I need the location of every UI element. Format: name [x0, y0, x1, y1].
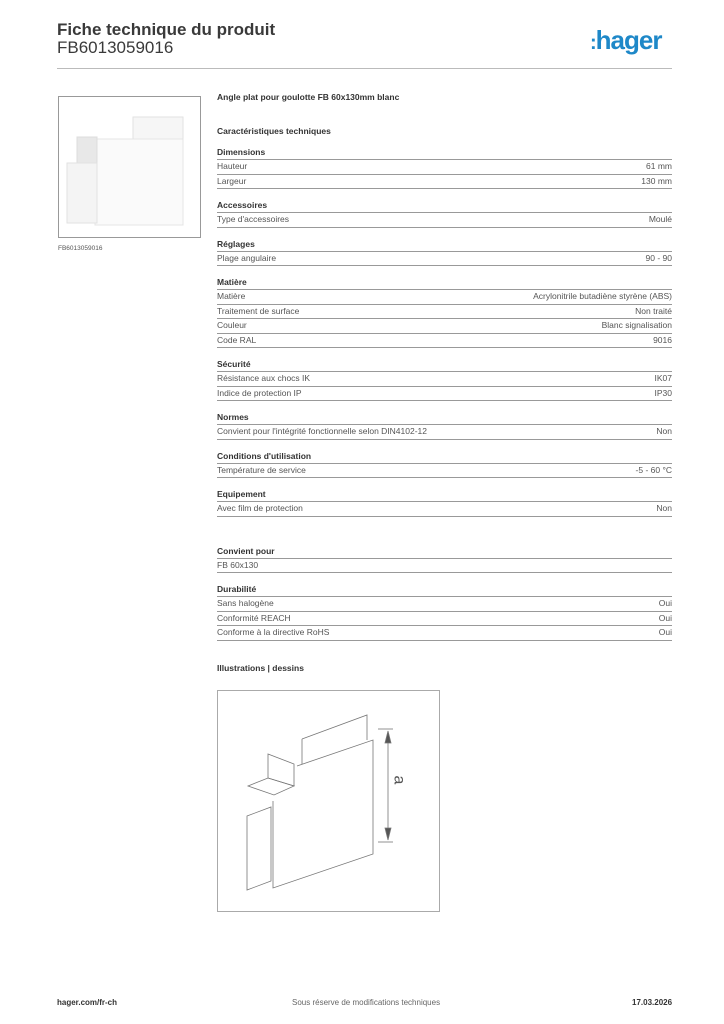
footer-notice: Sous réserve de modifications techniques [292, 998, 441, 1007]
footer-website[interactable]: hager.com/fr-ch [57, 998, 118, 1007]
spec-value: 9016 [653, 334, 672, 345]
page-title: Fiche technique du produit [57, 20, 276, 39]
spec-row [217, 319, 672, 334]
spec-row [217, 502, 672, 517]
spec-content [217, 92, 672, 673]
spec-value: 61 mm [646, 161, 672, 171]
dimension-drawing [217, 690, 440, 912]
spec-row [217, 305, 672, 320]
spec-value: Oui [658, 598, 672, 608]
section-heading: Matière [217, 276, 672, 290]
spec-label: Traitement de surface [217, 305, 300, 316]
spec-row [217, 213, 672, 228]
section-heading: Convient pour [217, 545, 672, 559]
spec-row [217, 334, 672, 349]
spec-value: IP30 [654, 387, 672, 398]
spec-label: Matière [217, 291, 246, 301]
spec-section [217, 189, 672, 228]
spec-value: Moulé [648, 214, 672, 224]
spec-value: 130 mm [641, 175, 672, 186]
section-heading: Conditions d'utilisation [217, 450, 672, 464]
section-heading: Normes [217, 411, 672, 425]
section-heading: Réglages [217, 238, 672, 252]
spec-label: Code RAL [217, 334, 257, 345]
spec-value: Oui [658, 612, 672, 623]
section-heading: Sécurité [217, 358, 672, 372]
spec-row [217, 597, 672, 612]
product-name: Angle plat pour goulotte FB 60x130mm blanc [217, 92, 400, 102]
spec-row [217, 160, 672, 175]
spec-section [217, 136, 672, 189]
section-heading: Dimensions [217, 146, 672, 160]
hager-logo: :hager [590, 25, 662, 55]
spec-section [217, 535, 672, 574]
spec-value: Acrylonitrile butadiène styrène (ABS) [533, 291, 672, 301]
spec-value: 90 - 90 [645, 252, 672, 263]
spec-label: Résistance aux chocs IK [217, 373, 311, 383]
spec-row [217, 626, 672, 641]
spec-section [217, 440, 672, 479]
spec-row [217, 175, 672, 190]
characteristics-title: Caractéristiques techniques [217, 126, 331, 136]
spec-section [217, 401, 672, 440]
spec-section [217, 228, 672, 267]
spec-label: Type d'accessoires [217, 214, 290, 224]
illustrations-title: Illustrations | dessins [217, 662, 304, 673]
spec-label: Avec film de protection [217, 503, 303, 513]
spec-row [217, 290, 672, 305]
spec-row [217, 372, 672, 387]
spec-label: Largeur [217, 175, 247, 186]
product-reference: FB6013059016 [57, 38, 174, 57]
spec-label: Couleur [217, 320, 247, 330]
spec-row [217, 464, 672, 479]
photo-caption: FB6013059016 [58, 245, 103, 252]
spec-row [217, 425, 672, 440]
spec-value: Non traité [635, 305, 672, 316]
section-heading: Equipement [217, 488, 672, 502]
spec-label: Sans halogène [217, 598, 274, 608]
spec-row [217, 612, 672, 627]
spec-row [217, 559, 672, 574]
spec-sections-2 [217, 535, 672, 641]
spec-value: Oui [658, 627, 672, 637]
spec-value: -5 - 60 °C [635, 464, 672, 475]
header-divider [57, 68, 672, 69]
spec-row [217, 252, 672, 267]
spec-value: Blanc signalisation [601, 320, 672, 330]
spec-sections [217, 136, 672, 517]
spec-label: FB 60x130 [217, 559, 259, 570]
section-heading: Durabilité [217, 583, 672, 597]
spec-label: Température de service [217, 464, 306, 475]
spec-value: Non [656, 426, 672, 436]
spec-section [217, 478, 672, 517]
spec-section [217, 348, 672, 401]
spec-label: Plage angulaire [217, 252, 277, 263]
spec-section [217, 266, 672, 348]
product-photo [58, 96, 201, 238]
spec-section [217, 573, 672, 641]
section-heading: Accessoires [217, 199, 672, 213]
spec-label: Hauteur [217, 161, 248, 171]
spec-row [217, 387, 672, 402]
dimension-label-a: a [390, 775, 408, 785]
spec-label: Conforme à la directive RoHS [217, 627, 330, 637]
spec-label: Convient pour l'intégrité fonctionnelle selon DIN4102-12 [217, 426, 428, 436]
footer-date: 17.03.2026 [632, 998, 673, 1007]
spec-label: Conformité REACH [217, 612, 291, 623]
spec-value: IK07 [654, 373, 672, 383]
spec-value: Non [656, 503, 672, 513]
spec-label: Indice de protection IP [217, 387, 302, 398]
